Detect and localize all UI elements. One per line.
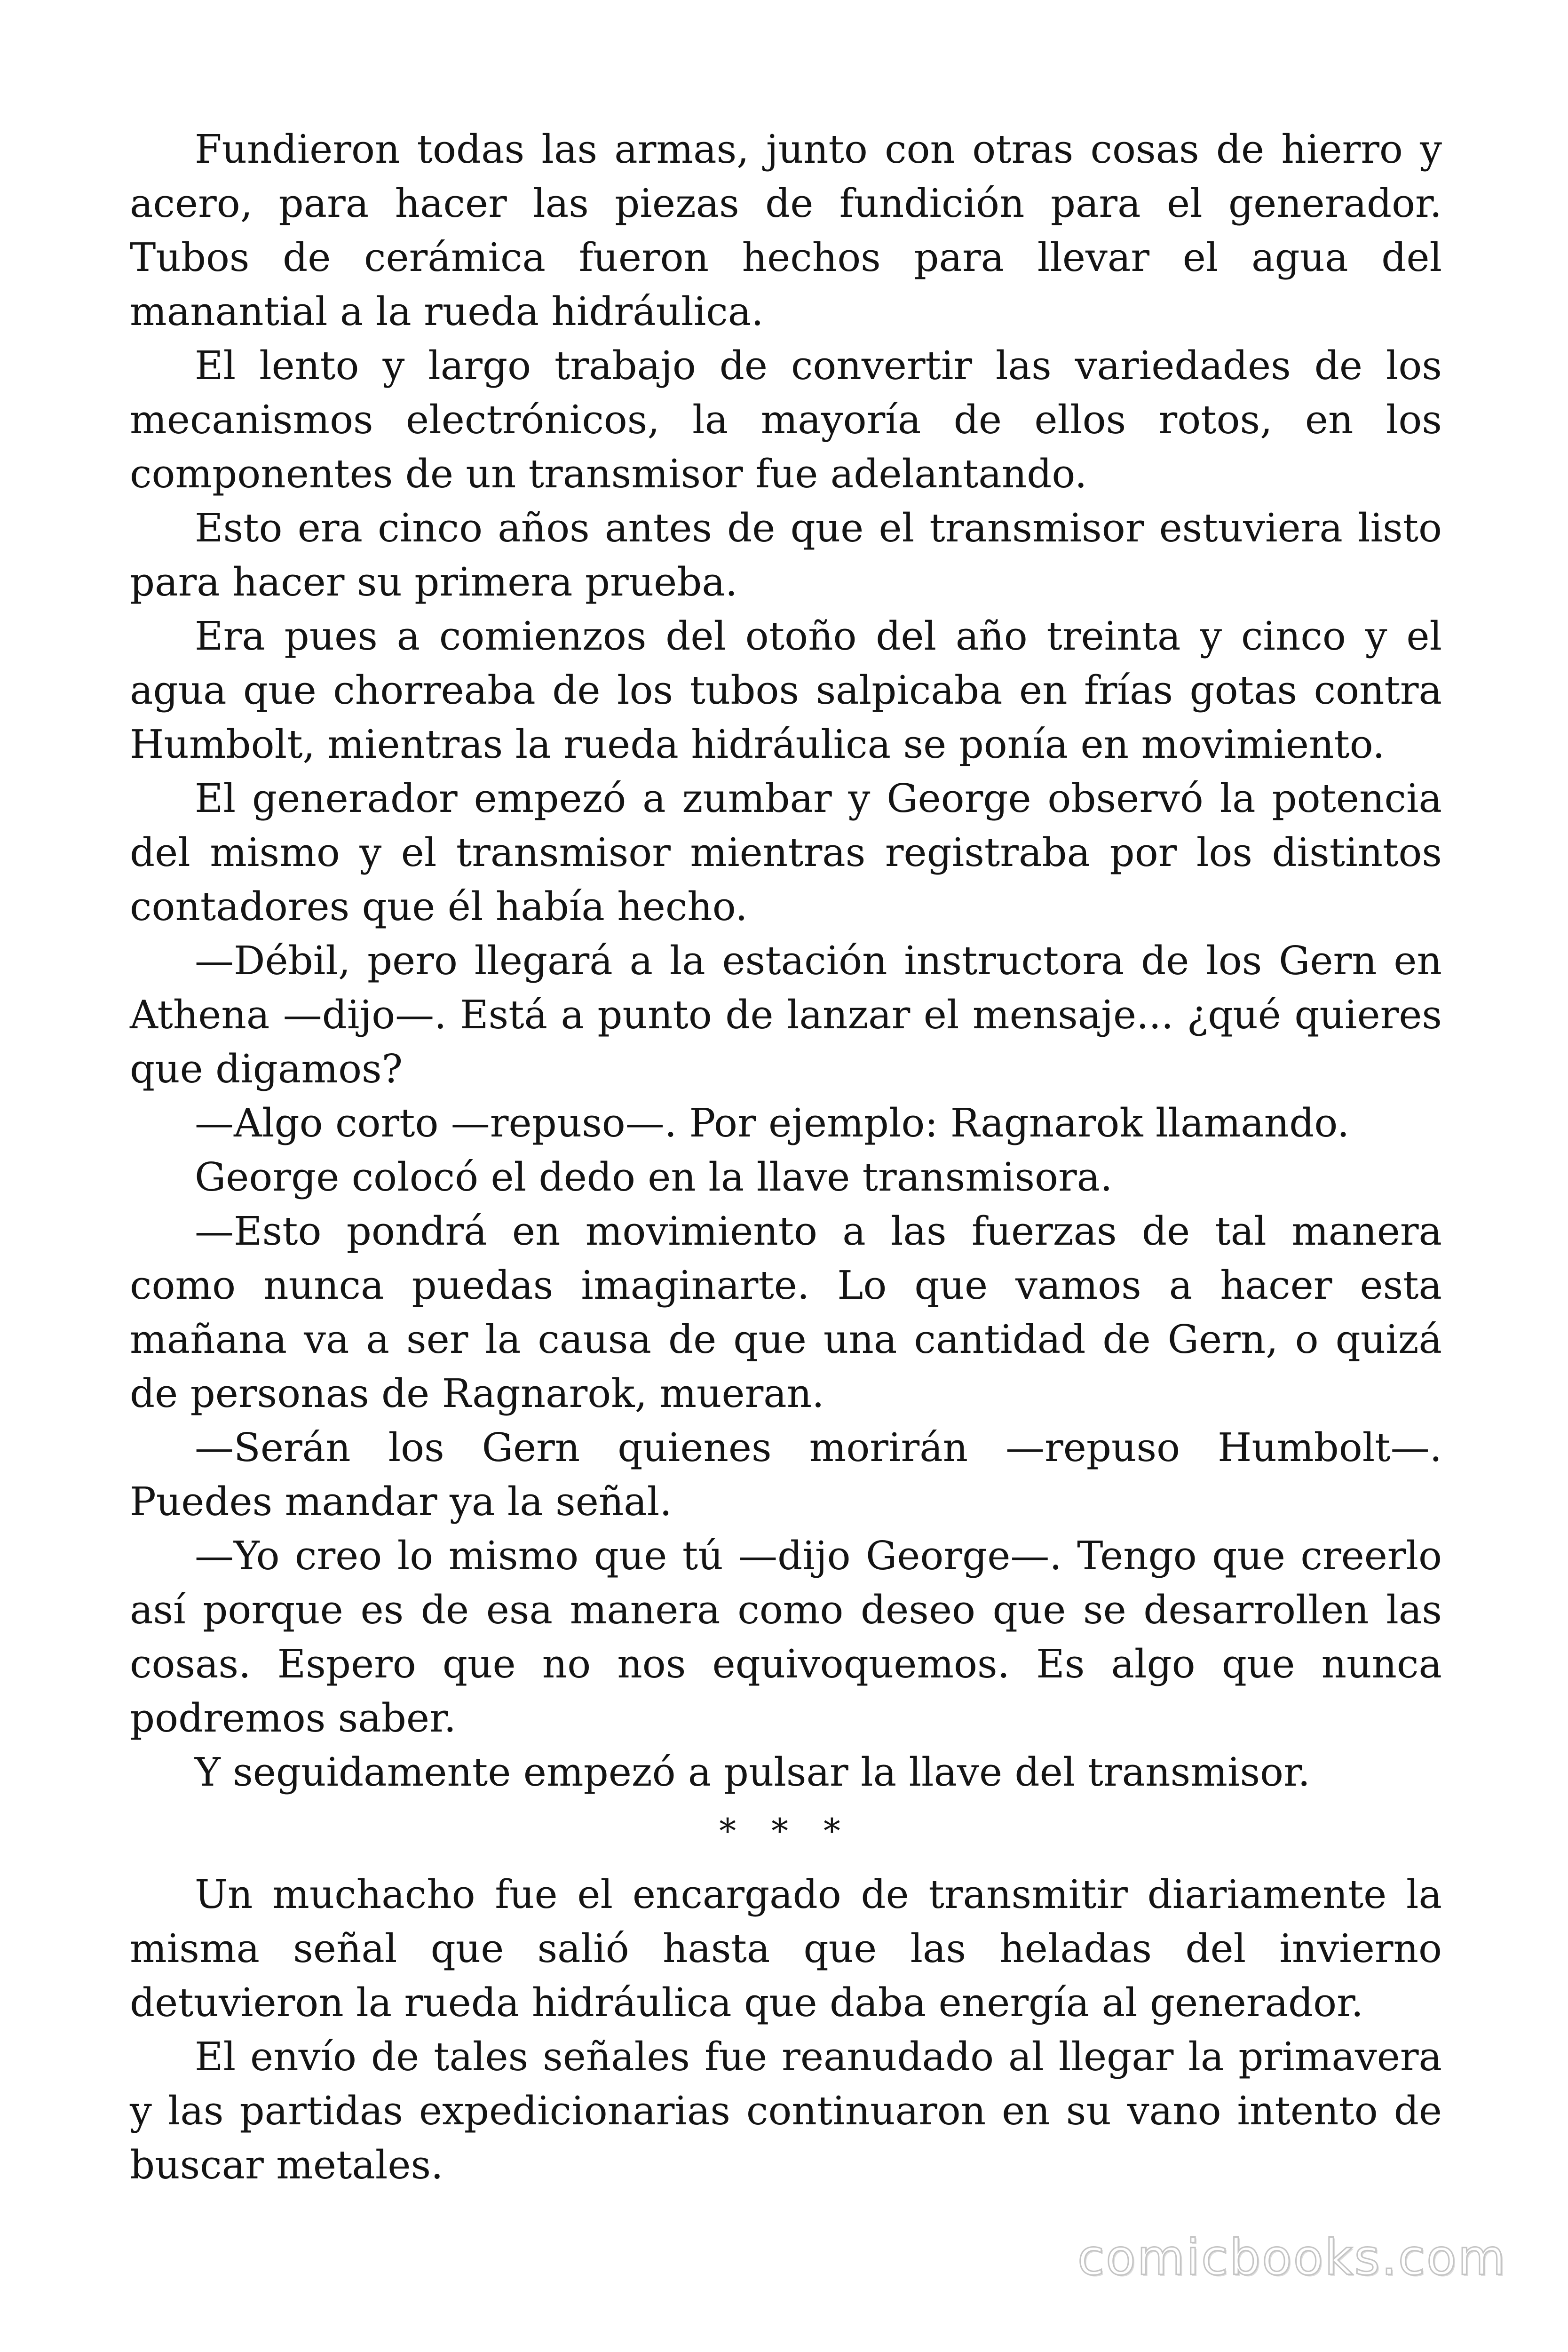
paragraph: El generador empezó a zumbar y George observó la potencia del mismo y el transmisor mientras registraba por los distintos contadores que él había hecho. — [130, 776, 1442, 930]
paragraph: —Débil, pero llegará a la estación instructora de los Gern en Athena —dijo—. Está a punto de lanzar el mensaje... ¿qué quieres que digamos? — [130, 938, 1442, 1092]
paragraph: George colocó el dedo en la llave transmisora. — [195, 1154, 1113, 1200]
paragraph: Y seguidamente empezó a pulsar la llave del transmisor. — [195, 1749, 1310, 1795]
paragraph: —Yo creo lo mismo que tú —dijo George—. Tengo que creerlo así porque es de esa manera como deseo que se desarrollen las cosas. Espero que no nos equivoquemos. Es algo que nunca podremos saber. — [130, 1533, 1442, 1741]
paragraph: —Algo corto —repuso—. Por ejemplo: Ragnarok llamando. — [195, 1100, 1350, 1146]
paragraph: Fundieron todas las armas, junto con otras cosas de hierro y acero, para hacer las piezas de fundición para el generador. Tubos de cerámica fueron hechos para llevar el agua del manantial a la rueda hidráulica. — [130, 127, 1442, 334]
section-separator: * * * — [719, 1811, 853, 1851]
paragraph: Esto era cinco años antes de que el transmisor estuviera listo para hacer su primera prueba. — [130, 505, 1442, 605]
watermark: comicbooks.com — [1077, 2229, 1507, 2286]
paragraph: Un muchacho fue el encargado de transmitir diariamente la misma señal que salió hasta que las heladas del invierno detuvieron la rueda hidráulica que daba energía al generador. — [130, 1872, 1442, 2026]
paragraph: El envío de tales señales fue reanudado al llegar la primavera y las partidas expedicionarias continuaron en su vano intento de buscar metales. — [130, 2034, 1442, 2188]
paragraph: Era pues a comienzos del otoño del año treinta y cinco y el agua que chorreaba de los tubos salpicaba en frías gotas contra Humbolt, mientras la rueda hidráulica se ponía en movimiento. — [130, 613, 1442, 767]
book-page-text — [130, 122, 1442, 2192]
paragraph: —Serán los Gern quienes morirán —repuso Humbolt—. Puedes mandar ya la señal. — [130, 1425, 1442, 1525]
paragraph: El lento y largo trabajo de convertir las variedades de los mecanismos electrónicos, la mayoría de ellos rotos, en los componentes de un transmisor fue adelantando. — [130, 343, 1442, 497]
paragraph: —Esto pondrá en movimiento a las fuerzas de tal manera como nunca puedas imaginarte. Lo que vamos a hacer esta mañana va a ser la causa de que una cantidad de Gern, o quizá de personas de Ragnarok, mueran. — [130, 1208, 1442, 1416]
